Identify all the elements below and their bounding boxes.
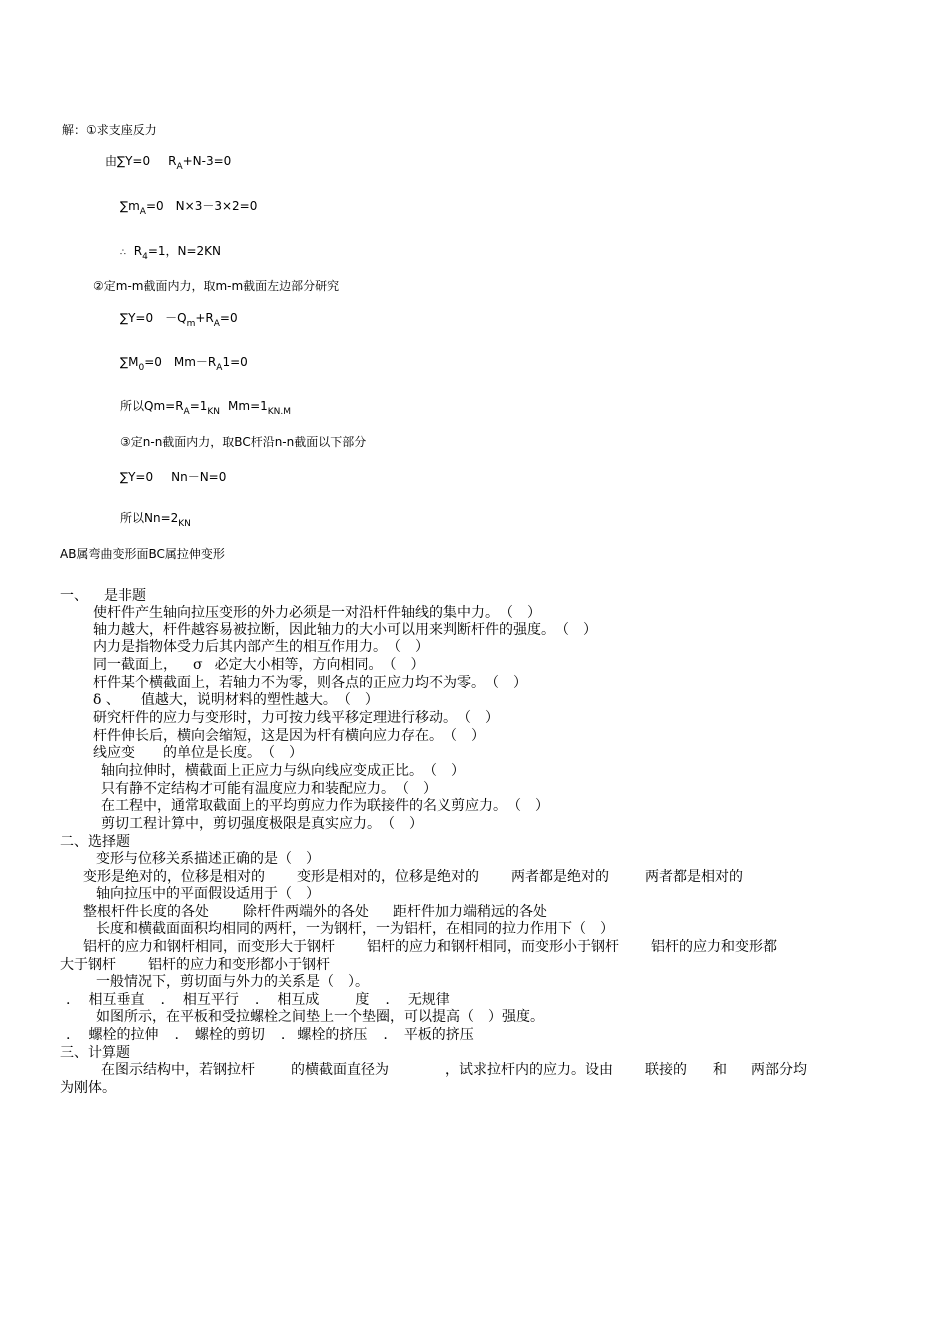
choice-options: . 螺栓的拉伸 . 螺栓的剪切 . 螺栓的挤压 . 平板的挤压 bbox=[66, 1027, 474, 1043]
true-false-item: 轴向拉伸时，横截面上正应力与纵向线应变成正比。 （ ） bbox=[101, 763, 465, 779]
true-false-item: 线应变 的单位是长度。 （ ） bbox=[93, 745, 303, 761]
step-three-heading: ③定n-n截面内力，取BC杆沿n-n截面以下部分 bbox=[120, 435, 367, 449]
true-false-item: 剪切工程计算中，剪切强度极限是真实应力。 （ ） bbox=[101, 816, 423, 832]
equation-axial: ∑Y=0 Nn－N=0 bbox=[120, 470, 227, 484]
choice-options: 大于钢杆 铝杆的应力和变形都小于钢杆 bbox=[60, 957, 330, 973]
true-false-item: δ 、 值越大，说明材料的塑性越大。 （ ） bbox=[93, 692, 379, 708]
choice-question: 长度和横截面面积均相同的两杆，一为钢杆，一为铝杆，在相同的拉力作用下（ ） bbox=[96, 921, 614, 937]
choice-question: 一般情况下，剪切面与外力的关系是（ ）。 bbox=[96, 974, 369, 990]
true-false-item: 在工程中，通常取截面上的平均剪应力作为联接件的名义剪应力。 （ ） bbox=[101, 798, 549, 814]
step-two-heading: ②定m-m截面内力，取m-m截面左边部分研究 bbox=[93, 279, 340, 293]
equation-shear: $\sum Y=0 -Q_m+R_A=0$ bbox=[120, 311, 238, 329]
choice-options: 铝杆的应力和钢杆相同，而变形大于钢杆 铝杆的应力和钢杆相同，而变形小于钢杆 铝杆的应力和变形都 bbox=[83, 939, 777, 955]
true-false-item: 内力是指物体受力后其内部产生的相互作用力。 （ ） bbox=[93, 639, 429, 655]
true-false-item: 轴力越大，杆件越容易被拉断，因此轴力的大小可以用来判断杆件的强度。 （ ） bbox=[93, 622, 597, 638]
choice-question: 变形与位移关系描述正确的是（ ） bbox=[96, 851, 320, 867]
equation-internal-forces: 所以$Qm=R_A=1_{KN}$ $Mm=1_{KN.M}$ bbox=[120, 399, 292, 417]
calculation-problem: 在图示结构中，若钢拉杆 的横截面直径为 ，试求拉杆内的应力。设由 联接的 和 两部分均 bbox=[101, 1062, 807, 1078]
true-false-item: 使杆件产生轴向拉压变形的外力必须是一对沿杆件轴线的集中力。 （ ） bbox=[93, 605, 541, 621]
true-false-item: 同一截面上， σ 必定大小相等，方向相同。 （ ） bbox=[93, 657, 425, 673]
choice-options: 变形是绝对的，位移是相对的 变形是相对的，位移是绝对的 两者都是绝对的 两者都是相对的 bbox=[83, 869, 743, 885]
equation-axial-result: 所以$Nn=2_{KN}$ bbox=[120, 511, 191, 529]
solution-title: 解：①求支座反力 bbox=[62, 123, 157, 137]
choice-options: 整根杆件长度的各处 除杆件两端外的各处 距杆件加力端稍远的各处 bbox=[83, 904, 547, 920]
conclusion-text: AB属弯曲变形面BC属拉伸变形 bbox=[60, 547, 225, 561]
true-false-item: 只有静不定结构才可能有温度应力和装配应力。 （ ） bbox=[101, 781, 437, 797]
choice-question: 轴向拉压中的平面假设适用于（ ） bbox=[96, 886, 320, 902]
true-false-item: 杆件伸长后，横向会缩短，这是因为杆有横向应力存在。 （ ） bbox=[93, 728, 485, 744]
equation-result-reaction: ∴ $R_4=1$，N=2KN bbox=[120, 244, 222, 262]
equation-moment: $\sum M_0=0$ $Mm-R_A1=0$ bbox=[120, 355, 248, 373]
true-false-item: 杆件某个横截面上，若轴力不为零，则各点的正应力均不为零。 （ ） bbox=[93, 675, 527, 691]
true-false-item: 研究杆件的应力与变形时，力可按力线平移定理进行移动。 （ ） bbox=[93, 710, 499, 726]
equation-sum-y: 由∑Y=0 $R_A+N-3=0$ bbox=[105, 154, 232, 172]
section-three-heading: 三、计算题 bbox=[60, 1045, 130, 1061]
choice-options: . 相互垂直 . 相互平行 . 相互成 度 . 无规律 bbox=[66, 992, 450, 1008]
section-one-heading: 一、 是非题 bbox=[60, 588, 146, 604]
equation-sum-moment: $\sum m_A=0$ N×3－3×2=0 bbox=[120, 199, 258, 217]
calculation-problem-cont: 为刚体。 bbox=[60, 1080, 116, 1096]
section-two-heading: 二、选择题 bbox=[60, 834, 130, 850]
choice-question: 如图所示，在平板和受拉螺栓之间垫上一个垫圈，可以提高（ ）强度。 bbox=[96, 1009, 544, 1025]
